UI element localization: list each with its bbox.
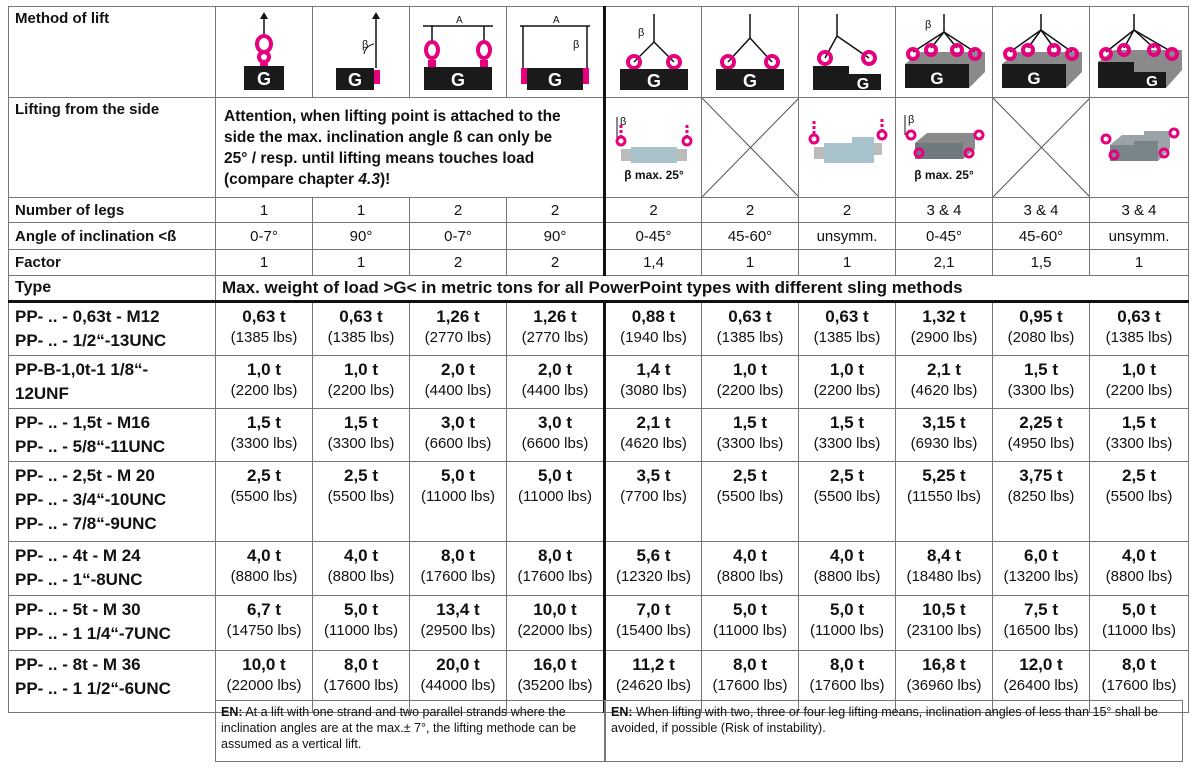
angles-cell: 0-45° [896,223,993,250]
load-tons: 10,0 t [533,600,577,619]
svg-text:β: β [619,115,626,128]
load-lbs: (1385 lbs) [1105,329,1173,346]
load-lbs: (3300 lbs) [1007,382,1075,399]
load-cell [1090,409,1189,462]
table-row [9,596,1189,651]
factors-cell: 2,1 [896,250,993,276]
load-lbs: (8800 lbs) [1105,568,1173,585]
load-tons: 8,4 t [926,546,962,565]
load-lbs: (1940 lbs) [620,329,687,346]
load-tons: 20,0 t [436,655,480,674]
load-tons: 4,0 t [246,546,282,565]
load-tons: 16,0 t [533,655,577,674]
load-lbs: (22000 lbs) [226,677,302,694]
load-cell [313,542,410,596]
svg-text:β: β [925,19,932,31]
load-cell [993,462,1090,542]
factors-cell: 1 [702,250,799,276]
load-tons: 3,0 t [537,413,573,432]
load-lbs: (1385 lbs) [230,329,298,346]
load-cell [799,302,896,356]
attention-text: Attention, when lifting point is attached to the side the max. inclination angle ß can only be 25° / resp. until lifting means touches load (compare chapter 4.3)! [216,98,605,198]
svg-text:β: β [637,27,644,39]
load-cell [216,302,313,356]
load-lbs: (1385 lbs) [716,329,784,346]
load-tons: 2,5 t [1121,466,1157,485]
load-lbs: (44000 lbs) [420,677,496,694]
method-fig-8 [896,7,993,98]
load-tons: 5,25 t [922,466,966,485]
load-cell [993,542,1090,596]
load-lbs: (6600 lbs) [521,435,589,452]
factors-cell: 1,5 [993,250,1090,276]
svg-text:G: G [1146,73,1158,90]
angles-cell: 45-60° [993,223,1090,250]
angles-cell: 90° [507,223,605,250]
method-fig-2 [313,7,410,98]
load-tons: 1,5 t [732,413,768,432]
load-cell [605,596,702,651]
load-cell [799,596,896,651]
side-row [9,98,1189,198]
beta-max-label: β max. 25° [623,167,684,182]
max-weight-title: Max. weight of load >G< in metric tons for all PowerPoint types with different sling methods [216,276,1189,302]
load-tons: 2,5 t [829,466,865,485]
load-cell [507,462,605,542]
load-lbs: (24620 lbs) [615,677,692,694]
load-lbs: (35200 lbs) [517,677,593,694]
legs-cell: 1 [216,198,313,223]
load-lbs: (4400 lbs) [424,382,492,399]
legs-cell: 2 [507,198,605,223]
note-right: EN: When lifting with two, three or four leg lifting means, inclination angles of less than 15° shall be avoided, if possible (Risk of instability). [605,700,1183,762]
load-tons: 0,63 t [825,307,869,326]
load-tons: 7,5 t [1023,600,1059,619]
load-lbs: (4620 lbs) [910,382,978,399]
factor-row [9,250,1189,276]
load-cell [702,409,799,462]
side-fig-5-crossed [993,98,1090,198]
load-tons: 6,7 t [246,600,282,619]
load-tons: 2,1 t [636,413,671,432]
load-lbs: (12320 lbs) [615,568,692,585]
load-lbs: (2200 lbs) [716,382,784,399]
load-lbs: (5500 lbs) [1105,488,1173,505]
legs-cell: 1 [313,198,410,223]
method-fig-9 [993,7,1090,98]
load-lbs: (17600 lbs) [712,677,788,694]
load-tons: 2,5 t [246,466,282,485]
angles-cell: 0-7° [216,223,313,250]
type-header-row [9,276,1189,302]
load-lbs: (2200 lbs) [813,382,881,399]
svg-text:β max. 25°: β max. 25° [914,167,974,182]
load-lbs: (3300 lbs) [813,435,881,452]
load-lbs: (3300 lbs) [1105,435,1173,452]
factors-cell: 1,4 [605,250,702,276]
factors-cell: 1 [799,250,896,276]
load-lbs: (8800 lbs) [716,568,784,585]
load-lbs: (5500 lbs) [230,488,298,505]
load-tons: 5,0 t [1121,600,1157,619]
load-tons: 6,0 t [1023,546,1059,565]
load-tons: 0,63 t [1117,307,1161,326]
load-tons: 10,0 t [242,655,286,674]
load-cell [896,409,993,462]
load-tons: 2,5 t [732,466,768,485]
load-lbs: (17600 lbs) [809,677,885,694]
load-lbs: (23100 lbs) [906,622,982,639]
method-fig-5 [605,7,702,98]
load-cell [799,462,896,542]
svg-text:G: G [450,70,466,90]
table-row [9,542,1189,596]
factor-label: Factor [9,250,216,276]
load-tons: 5,0 t [440,466,476,485]
load-lbs: (1385 lbs) [327,329,395,346]
side-fig-4 [896,98,993,198]
load-cell [216,356,313,409]
svg-text:G: G [742,71,758,91]
load-tons: 1,5 t [343,413,379,432]
load-cell [1090,302,1189,356]
factors-cell: 2 [410,250,507,276]
table-row [9,409,1189,462]
load-lbs: (11000 lbs) [518,488,592,505]
method-fig-1 [216,7,313,98]
load-cell [313,302,410,356]
load-lbs: (11000 lbs) [324,622,398,639]
load-tons: 1,5 t [1023,360,1059,379]
load-cell [799,409,896,462]
load-cell [896,596,993,651]
load-tons: 8,0 t [537,546,573,565]
load-tons: 12,0 t [1019,655,1063,674]
load-cell [605,409,702,462]
load-cell [313,596,410,651]
load-lbs: (11000 lbs) [1102,622,1176,639]
load-lbs: (6930 lbs) [910,435,978,452]
load-cell [216,409,313,462]
legs-row [9,198,1189,223]
load-tons: 0,63 t [728,307,772,326]
load-lbs: (29500 lbs) [420,622,496,639]
load-tons: 3,15 t [922,413,966,432]
factors-cell: 1 [1090,250,1189,276]
load-lbs: (8800 lbs) [230,568,298,585]
load-lbs: (4400 lbs) [521,382,589,399]
angles-cell: 45-60° [702,223,799,250]
load-cell [507,596,605,651]
load-lbs: (3300 lbs) [230,435,298,452]
load-lbs: (8250 lbs) [1007,488,1075,505]
factors-cell: 1 [313,250,410,276]
factors-cell: 1 [216,250,313,276]
load-tons: 2,0 t [537,360,573,379]
load-lbs: (2200 lbs) [327,382,395,399]
load-cell [1090,462,1189,542]
svg-text:G: G [930,69,944,88]
load-lbs: (17600 lbs) [420,568,496,585]
load-cell [216,596,313,651]
load-tons: 5,0 t [829,600,865,619]
method-fig-7 [799,7,896,98]
load-lbs: (1385 lbs) [813,329,881,346]
load-tons: 5,6 t [636,546,671,565]
svg-text:G: G [347,70,363,90]
method-fig-6 [702,7,799,98]
load-cell [702,302,799,356]
load-lbs: (13200 lbs) [1003,568,1079,585]
load-tons: 1,0 t [829,360,865,379]
type-name: PP- .. - 4t - M 24 PP- .. - 1“-8UNC [9,542,216,596]
load-lbs: (4950 lbs) [1007,435,1075,452]
load-tons: 1,5 t [829,413,865,432]
load-tons: 3,5 t [636,466,671,485]
load-lbs: (5500 lbs) [327,488,395,505]
load-lbs: (2900 lbs) [910,329,978,346]
svg-text:A: A [553,15,560,26]
factors-cell: 2 [507,250,605,276]
load-cell [896,462,993,542]
type-name: PP- .. - 5t - M 30 PP- .. - 1 1/4“-7UNC [9,596,216,651]
side-fig-1 [605,98,702,198]
load-cell [410,409,507,462]
legs-cell: 2 [702,198,799,223]
type-name: PP- .. - 2,5t - M 20 PP- .. - 3/4“-10UNC PP- .. - 7/8“-9UNC [9,462,216,542]
load-tons: 13,4 t [436,600,480,619]
load-lbs: (2770 lbs) [521,329,589,346]
load-cell [896,542,993,596]
note-left: EN: At a lift with one strand and two parallel strands where the inclination angles are at the max.± 7°, the lifting methode can be assumed as a vertical lift. [215,700,605,762]
load-tons: 7,0 t [636,600,671,619]
load-lbs: (11000 lbs) [810,622,884,639]
load-cell [702,356,799,409]
load-lbs: (2770 lbs) [424,329,492,346]
load-lbs: (8800 lbs) [813,568,881,585]
load-tons: 2,0 t [440,360,476,379]
load-tons: 1,26 t [436,307,480,326]
legs-cell: 3 & 4 [896,198,993,223]
load-cell [702,542,799,596]
legs-label: Number of legs [9,198,216,223]
load-lbs: (3300 lbs) [716,435,784,452]
load-cell [507,302,605,356]
load-tons: 8,0 t [829,655,865,674]
svg-text:A: A [456,15,463,26]
load-tons: 2,1 t [926,360,962,379]
angles-cell: unsymm. [1090,223,1189,250]
load-cell [216,542,313,596]
load-tons: 8,0 t [1121,655,1157,674]
load-lbs: (5500 lbs) [716,488,784,505]
load-lbs: (11000 lbs) [421,488,495,505]
load-tons: 2,5 t [343,466,379,485]
angles-cell: 0-45° [605,223,702,250]
load-cell [702,462,799,542]
load-cell [993,409,1090,462]
type-name: PP- .. - 0,63t - M12 PP- .. - 1/2“-13UNC [9,302,216,356]
type-name: PP- .. - 1,5t - M16 PP- .. - 5/8“-11UNC [9,409,216,462]
load-tons: 4,0 t [343,546,379,565]
load-cell [507,356,605,409]
load-lbs: (2200 lbs) [1105,382,1173,399]
load-letter: G [256,69,272,89]
table-row [9,462,1189,542]
side-fig-3 [799,98,896,198]
load-cell [605,302,702,356]
load-lbs: (7700 lbs) [620,488,687,505]
load-cell [1090,596,1189,651]
load-tons: 1,0 t [1121,360,1157,379]
svg-text:G: G [1027,69,1041,88]
load-cell [993,302,1090,356]
load-cell [1090,542,1189,596]
load-tons: 3,0 t [440,413,476,432]
load-cell [410,356,507,409]
load-tons: 4,0 t [732,546,768,565]
load-tons: 1,0 t [343,360,379,379]
load-tons: 5,0 t [732,600,768,619]
angles-cell: 0-7° [410,223,507,250]
load-tons: 2,25 t [1019,413,1063,432]
load-cell [605,462,702,542]
load-cell [799,542,896,596]
load-lbs: (16500 lbs) [1003,622,1079,639]
load-lbs: (17600 lbs) [323,677,399,694]
svg-text:β: β [908,113,915,126]
load-tons: 0,63 t [339,307,383,326]
load-tons: 8,0 t [343,655,379,674]
load-lbs: (2200 lbs) [230,382,298,399]
type-name: PP-B-1,0t-1 1/8“- 12UNF [9,356,216,409]
svg-text:G: G [856,76,870,92]
load-lbs: (18480 lbs) [906,568,982,585]
load-cell [410,542,507,596]
angles-cell: 90° [313,223,410,250]
load-tons: 5,0 t [537,466,573,485]
svg-text:β: β [573,39,580,51]
load-tons: 16,8 t [922,655,966,674]
load-tons: 4,0 t [829,546,865,565]
load-lbs: (36960 lbs) [906,677,982,694]
load-lbs: (15400 lbs) [615,622,692,639]
load-lbs: (22000 lbs) [517,622,593,639]
legs-cell: 2 [799,198,896,223]
load-cell [896,302,993,356]
load-cell [1090,356,1189,409]
load-lbs: (11000 lbs) [713,622,787,639]
type-name: PP- .. - 8t - M 36 PP- .. - 1 1/2“-6UNC [9,651,216,713]
load-cell [313,356,410,409]
legs-cell: 2 [410,198,507,223]
load-lbs: (8800 lbs) [327,568,395,585]
side-fig-6 [1090,98,1189,198]
load-tons: 0,63 t [242,307,286,326]
load-lbs: (6600 lbs) [424,435,492,452]
method-row [9,7,1189,98]
load-tons: 1,5 t [1121,413,1157,432]
load-cell [896,356,993,409]
load-lbs: (26400 lbs) [1003,677,1079,694]
method-label: Method of lift [9,7,216,98]
load-cell [410,596,507,651]
load-cell [313,409,410,462]
load-lbs: (17600 lbs) [517,568,593,585]
method-fig-10 [1090,7,1189,98]
load-tons: 11,2 t [632,655,675,674]
load-lbs: (5500 lbs) [813,488,881,505]
load-cell [216,462,313,542]
load-cell [799,356,896,409]
load-tons: 4,0 t [1121,546,1157,565]
load-tons: 1,0 t [246,360,282,379]
load-tons: 1,5 t [246,413,282,432]
load-lbs: (11550 lbs) [907,488,981,505]
load-cell [313,462,410,542]
table-row [9,356,1189,409]
load-cell [605,356,702,409]
load-cell [993,356,1090,409]
load-lbs: (3300 lbs) [327,435,395,452]
load-tons: 5,0 t [343,600,379,619]
load-tons: 10,5 t [922,600,966,619]
load-tons: 0,88 t [631,307,676,326]
load-lbs: (17600 lbs) [1101,677,1177,694]
load-tons: 0,95 t [1019,307,1063,326]
svg-text:G: G [547,70,563,90]
load-tons: 1,4 t [636,360,671,379]
svg-text:β: β [362,39,369,51]
lifting-table [8,6,1189,713]
table-row [9,302,1189,356]
type-label: Type [9,276,216,302]
method-fig-3 [410,7,507,98]
side-label: Lifting from the side [9,98,216,198]
load-tons: 3,75 t [1019,466,1063,485]
load-cell [507,542,605,596]
load-lbs: (14750 lbs) [226,622,302,639]
load-cell [605,542,702,596]
load-lbs: (2080 lbs) [1007,329,1075,346]
side-fig-2-crossed [702,98,799,198]
method-fig-4 [507,7,605,98]
load-cell [507,409,605,462]
load-cell [410,462,507,542]
load-cell [702,596,799,651]
load-lbs: (4620 lbs) [620,435,687,452]
load-cell [993,596,1090,651]
legs-cell: 2 [605,198,702,223]
load-tons: 1,26 t [533,307,577,326]
svg-text:G: G [646,71,661,91]
load-tons: 1,32 t [922,307,966,326]
load-tons: 8,0 t [732,655,768,674]
load-tons: 1,0 t [732,360,768,379]
legs-cell: 3 & 4 [1090,198,1189,223]
angle-label: Angle of inclination <ß [9,223,216,250]
angles-cell: unsymm. [799,223,896,250]
legs-cell: 3 & 4 [993,198,1090,223]
load-lbs: (3080 lbs) [620,382,687,399]
load-tons: 8,0 t [440,546,476,565]
angle-row [9,223,1189,250]
load-cell [410,302,507,356]
